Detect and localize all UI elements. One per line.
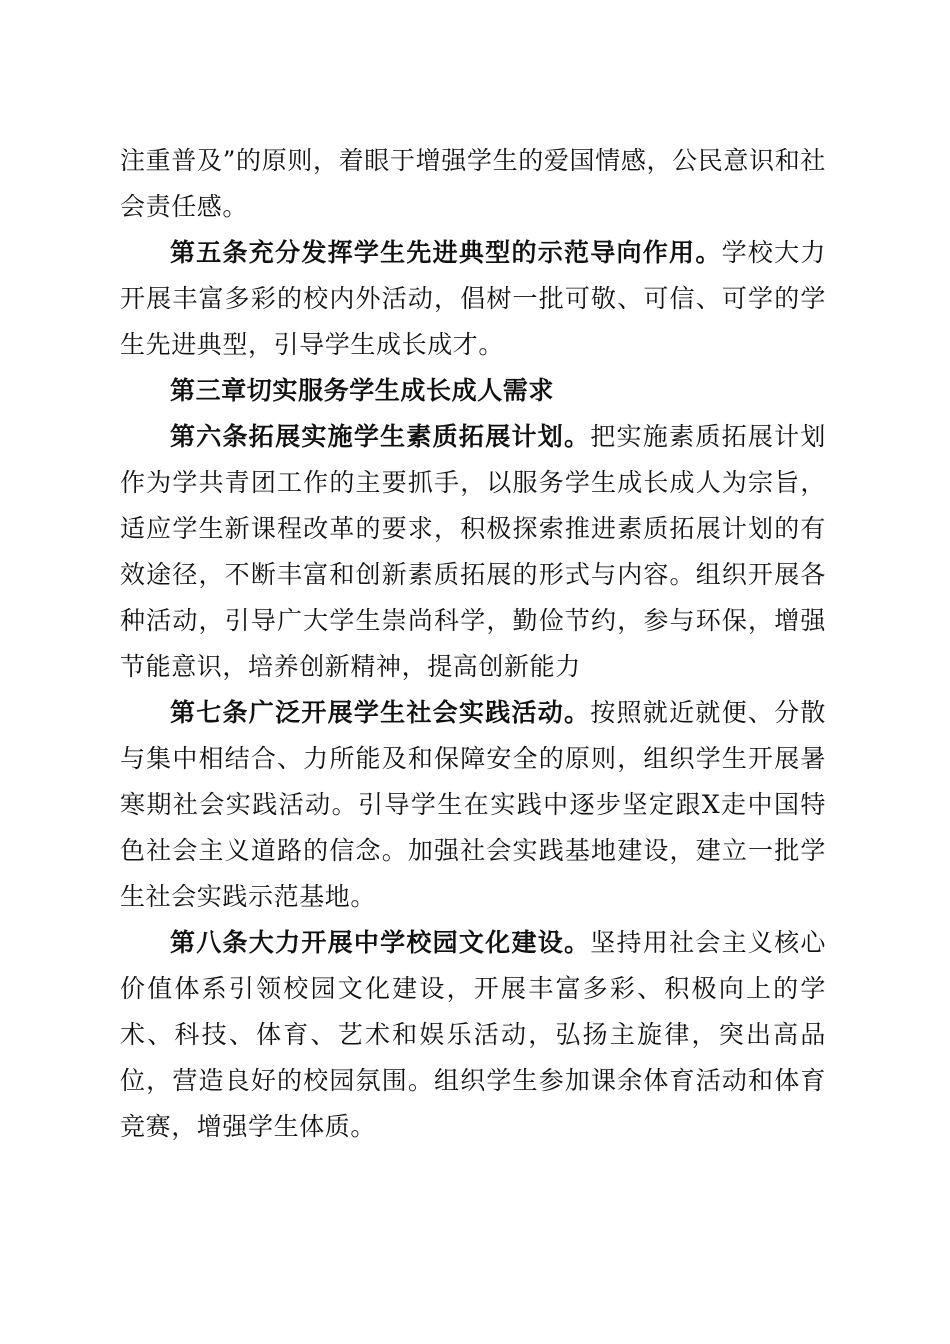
article-lead: 第七条广泛开展学生社会实践活动。 xyxy=(170,698,591,727)
paragraph-continuation xyxy=(120,138,826,230)
document-body xyxy=(120,138,826,1150)
paragraph-text: 注重普及”的原则，着眼于增强学生的爱国情感，公民意识和社会责任感。 xyxy=(120,146,826,221)
article-text: 按照就近就便、分散与集中相结合、力所能及和保障安全的原则，组织学生开展暑寒期社会实践活动。引导学生在实践中逐步坚定跟X走中国特色社会主义道路的信念。加强社会实践基地建设，建立一批学生社会实践示范基地。 xyxy=(120,698,826,911)
article-6 xyxy=(120,414,826,690)
article-text: 坚持用社会主义核心价值体系引领校园文化建设，开展丰富多彩、积极向上的学术、科技、体育、艺术和娱乐活动，弘扬主旋律，突出高品位，营造良好的校园氛围。组织学生参加课余体育活动和体育竞赛，增强学生体质。 xyxy=(120,928,826,1141)
article-text: 把实施素质拓展计划作为学共青团工作的主要抓手，以服务学生成长成人为宗旨，适应学生新课程改革的要求，积极探索推进素质拓展计划的有效途径，不断丰富和创新素质拓展的形式与内容。组织开展各种活动，引导广大学生崇尚科学，勤俭节约，参与环保，增强节能意识，培养创新精神，提高创新能力 xyxy=(120,422,826,681)
article-text: 学校大力开展丰富多彩的校内外活动，倡树一批可敬、可信、可学的学生先进典型，引导学生成长成才。 xyxy=(120,238,826,359)
article-5 xyxy=(120,230,826,368)
chapter-heading: 第三章切实服务学生成长成人需求 xyxy=(170,376,555,405)
article-8 xyxy=(120,920,826,1150)
article-lead: 第八条大力开展中学校园文化建设。 xyxy=(170,928,591,957)
article-lead: 第六条拓展实施学生素质拓展计划。 xyxy=(170,422,591,451)
article-lead: 第五条充分发挥学生先进典型的示范导向作用。 xyxy=(170,238,722,267)
article-7 xyxy=(120,690,826,920)
